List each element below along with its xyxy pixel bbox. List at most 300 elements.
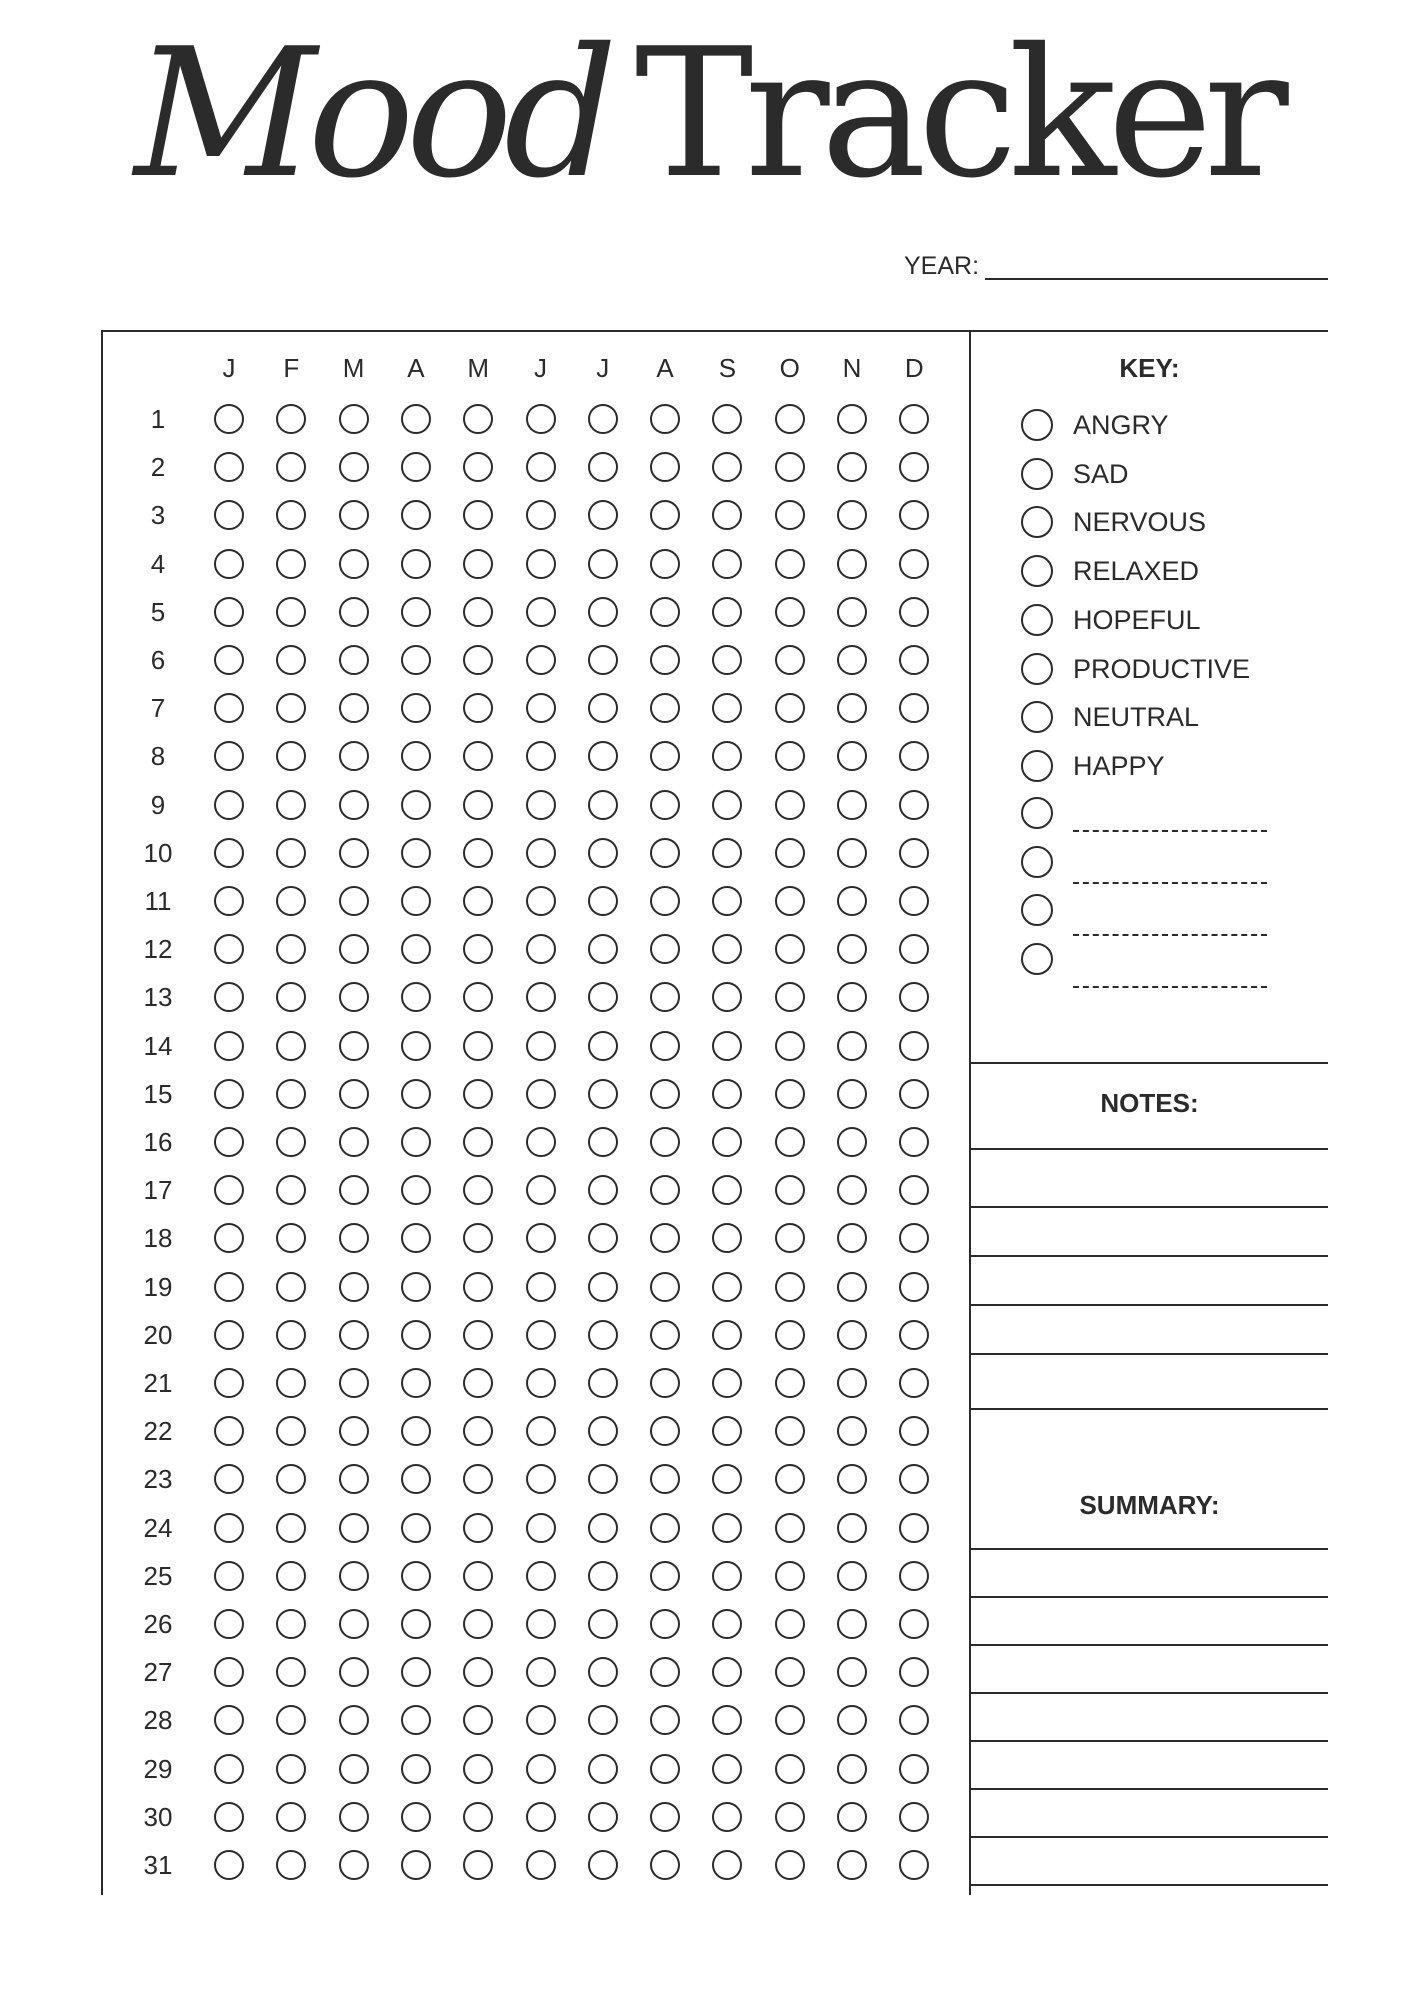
mood-circle[interactable]: [837, 452, 867, 482]
mood-circle[interactable]: [712, 1079, 742, 1109]
mood-circle[interactable]: [276, 741, 306, 771]
mood-circle[interactable]: [899, 1464, 929, 1494]
mood-circle[interactable]: [214, 404, 244, 434]
mood-circle[interactable]: [526, 934, 556, 964]
mood-circle[interactable]: [463, 1368, 493, 1398]
mood-circle[interactable]: [588, 1320, 618, 1350]
mood-circle[interactable]: [401, 1127, 431, 1157]
mood-circle[interactable]: [775, 1031, 805, 1061]
mood-circle[interactable]: [276, 500, 306, 530]
mood-circle[interactable]: [899, 790, 929, 820]
mood-circle[interactable]: [650, 1657, 680, 1687]
key-blank-circle[interactable]: [1021, 797, 1053, 829]
mood-circle[interactable]: [712, 1127, 742, 1157]
mood-circle[interactable]: [401, 645, 431, 675]
mood-circle[interactable]: [650, 452, 680, 482]
mood-circle[interactable]: [339, 886, 369, 916]
mood-circle[interactable]: [276, 1272, 306, 1302]
mood-circle[interactable]: [588, 790, 618, 820]
key-blank-circle[interactable]: [1021, 894, 1053, 926]
key-circle[interactable]: [1021, 701, 1053, 733]
mood-circle[interactable]: [899, 1320, 929, 1350]
mood-circle[interactable]: [339, 1079, 369, 1109]
mood-circle[interactable]: [588, 1272, 618, 1302]
mood-circle[interactable]: [837, 838, 867, 868]
mood-circle[interactable]: [401, 790, 431, 820]
mood-circle[interactable]: [401, 934, 431, 964]
mood-circle[interactable]: [837, 1175, 867, 1205]
mood-circle[interactable]: [463, 1850, 493, 1880]
mood-circle[interactable]: [775, 1079, 805, 1109]
mood-circle[interactable]: [712, 838, 742, 868]
mood-circle[interactable]: [650, 1079, 680, 1109]
mood-circle[interactable]: [837, 597, 867, 627]
mood-circle[interactable]: [899, 1802, 929, 1832]
mood-circle[interactable]: [276, 1609, 306, 1639]
mood-circle[interactable]: [588, 1223, 618, 1253]
mood-circle[interactable]: [214, 1705, 244, 1735]
mood-circle[interactable]: [276, 549, 306, 579]
mood-circle[interactable]: [837, 886, 867, 916]
mood-circle[interactable]: [401, 1031, 431, 1061]
mood-circle[interactable]: [899, 404, 929, 434]
mood-circle[interactable]: [463, 1223, 493, 1253]
mood-circle[interactable]: [712, 597, 742, 627]
mood-circle[interactable]: [339, 549, 369, 579]
mood-circle[interactable]: [463, 1754, 493, 1784]
mood-circle[interactable]: [526, 1561, 556, 1591]
mood-circle[interactable]: [775, 1175, 805, 1205]
mood-circle[interactable]: [775, 934, 805, 964]
mood-circle[interactable]: [526, 693, 556, 723]
notes-line[interactable]: [971, 1408, 1328, 1410]
mood-circle[interactable]: [526, 404, 556, 434]
mood-circle[interactable]: [401, 886, 431, 916]
mood-circle[interactable]: [401, 500, 431, 530]
mood-circle[interactable]: [463, 1513, 493, 1543]
mood-circle[interactable]: [401, 549, 431, 579]
mood-circle[interactable]: [526, 1272, 556, 1302]
mood-circle[interactable]: [650, 1272, 680, 1302]
mood-circle[interactable]: [650, 1609, 680, 1639]
mood-circle[interactable]: [401, 1416, 431, 1446]
mood-circle[interactable]: [214, 1223, 244, 1253]
mood-circle[interactable]: [588, 1368, 618, 1398]
mood-circle[interactable]: [588, 1079, 618, 1109]
mood-circle[interactable]: [276, 1561, 306, 1591]
mood-circle[interactable]: [899, 886, 929, 916]
mood-circle[interactable]: [214, 645, 244, 675]
mood-circle[interactable]: [276, 1416, 306, 1446]
mood-circle[interactable]: [526, 452, 556, 482]
mood-circle[interactable]: [526, 741, 556, 771]
mood-circle[interactable]: [588, 1175, 618, 1205]
mood-circle[interactable]: [650, 693, 680, 723]
mood-circle[interactable]: [899, 1368, 929, 1398]
key-circle[interactable]: [1021, 653, 1053, 685]
mood-circle[interactable]: [712, 934, 742, 964]
mood-circle[interactable]: [775, 1850, 805, 1880]
mood-circle[interactable]: [463, 934, 493, 964]
mood-circle[interactable]: [775, 1705, 805, 1735]
mood-circle[interactable]: [588, 886, 618, 916]
mood-circle[interactable]: [899, 741, 929, 771]
mood-circle[interactable]: [775, 1657, 805, 1687]
mood-circle[interactable]: [650, 1127, 680, 1157]
mood-circle[interactable]: [837, 1223, 867, 1253]
mood-circle[interactable]: [339, 1368, 369, 1398]
notes-line[interactable]: [971, 1304, 1328, 1306]
mood-circle[interactable]: [276, 645, 306, 675]
mood-circle[interactable]: [276, 597, 306, 627]
mood-circle[interactable]: [401, 693, 431, 723]
mood-circle[interactable]: [526, 1850, 556, 1880]
notes-line[interactable]: [971, 1255, 1328, 1257]
mood-circle[interactable]: [339, 1513, 369, 1543]
mood-circle[interactable]: [214, 790, 244, 820]
mood-circle[interactable]: [276, 790, 306, 820]
mood-circle[interactable]: [588, 1464, 618, 1494]
mood-circle[interactable]: [712, 1513, 742, 1543]
mood-circle[interactable]: [276, 1079, 306, 1109]
mood-circle[interactable]: [588, 404, 618, 434]
mood-circle[interactable]: [775, 982, 805, 1012]
mood-circle[interactable]: [526, 838, 556, 868]
mood-circle[interactable]: [837, 693, 867, 723]
mood-circle[interactable]: [401, 1754, 431, 1784]
mood-circle[interactable]: [712, 1850, 742, 1880]
mood-circle[interactable]: [775, 693, 805, 723]
mood-circle[interactable]: [899, 1513, 929, 1543]
mood-circle[interactable]: [775, 549, 805, 579]
mood-circle[interactable]: [837, 500, 867, 530]
mood-circle[interactable]: [276, 404, 306, 434]
mood-circle[interactable]: [650, 645, 680, 675]
mood-circle[interactable]: [214, 1416, 244, 1446]
mood-circle[interactable]: [339, 1657, 369, 1687]
mood-circle[interactable]: [214, 597, 244, 627]
mood-circle[interactable]: [899, 645, 929, 675]
mood-circle[interactable]: [526, 597, 556, 627]
mood-circle[interactable]: [837, 1368, 867, 1398]
mood-circle[interactable]: [588, 741, 618, 771]
mood-circle[interactable]: [712, 1368, 742, 1398]
mood-circle[interactable]: [463, 1272, 493, 1302]
mood-circle[interactable]: [526, 1416, 556, 1446]
summary-line[interactable]: [971, 1644, 1328, 1646]
mood-circle[interactable]: [775, 1127, 805, 1157]
key-circle[interactable]: [1021, 604, 1053, 636]
mood-circle[interactable]: [588, 549, 618, 579]
mood-circle[interactable]: [712, 1754, 742, 1784]
summary-line[interactable]: [971, 1692, 1328, 1694]
mood-circle[interactable]: [463, 982, 493, 1012]
mood-circle[interactable]: [214, 741, 244, 771]
mood-circle[interactable]: [899, 1127, 929, 1157]
mood-circle[interactable]: [775, 1320, 805, 1350]
mood-circle[interactable]: [214, 1368, 244, 1398]
mood-circle[interactable]: [214, 1802, 244, 1832]
mood-circle[interactable]: [899, 549, 929, 579]
key-circle[interactable]: [1021, 458, 1053, 490]
key-blank-line[interactable]: [1073, 830, 1267, 832]
mood-circle[interactable]: [339, 934, 369, 964]
summary-line[interactable]: [971, 1596, 1328, 1598]
mood-circle[interactable]: [712, 693, 742, 723]
summary-line[interactable]: [971, 1836, 1328, 1838]
mood-circle[interactable]: [339, 1320, 369, 1350]
mood-circle[interactable]: [712, 1802, 742, 1832]
mood-circle[interactable]: [775, 1223, 805, 1253]
mood-circle[interactable]: [463, 1464, 493, 1494]
mood-circle[interactable]: [214, 500, 244, 530]
mood-circle[interactable]: [650, 500, 680, 530]
mood-circle[interactable]: [463, 1079, 493, 1109]
mood-circle[interactable]: [339, 452, 369, 482]
mood-circle[interactable]: [276, 1513, 306, 1543]
mood-circle[interactable]: [463, 1416, 493, 1446]
summary-line[interactable]: [971, 1788, 1328, 1790]
mood-circle[interactable]: [588, 645, 618, 675]
mood-circle[interactable]: [463, 1320, 493, 1350]
mood-circle[interactable]: [276, 1368, 306, 1398]
mood-circle[interactable]: [837, 741, 867, 771]
mood-circle[interactable]: [339, 1705, 369, 1735]
mood-circle[interactable]: [339, 1272, 369, 1302]
mood-circle[interactable]: [276, 1175, 306, 1205]
mood-circle[interactable]: [339, 1175, 369, 1205]
mood-circle[interactable]: [775, 645, 805, 675]
mood-circle[interactable]: [775, 741, 805, 771]
mood-circle[interactable]: [463, 404, 493, 434]
mood-circle[interactable]: [214, 1561, 244, 1591]
mood-circle[interactable]: [214, 549, 244, 579]
mood-circle[interactable]: [899, 1561, 929, 1591]
mood-circle[interactable]: [214, 1609, 244, 1639]
mood-circle[interactable]: [339, 1127, 369, 1157]
mood-circle[interactable]: [650, 597, 680, 627]
mood-circle[interactable]: [775, 1368, 805, 1398]
mood-circle[interactable]: [588, 1561, 618, 1591]
mood-circle[interactable]: [339, 1850, 369, 1880]
mood-circle[interactable]: [712, 1416, 742, 1446]
mood-circle[interactable]: [837, 404, 867, 434]
mood-circle[interactable]: [463, 1175, 493, 1205]
mood-circle[interactable]: [712, 1464, 742, 1494]
mood-circle[interactable]: [339, 645, 369, 675]
mood-circle[interactable]: [339, 1464, 369, 1494]
mood-circle[interactable]: [526, 1754, 556, 1784]
mood-circle[interactable]: [650, 1464, 680, 1494]
mood-circle[interactable]: [463, 838, 493, 868]
key-blank-line[interactable]: [1073, 986, 1267, 988]
mood-circle[interactable]: [899, 982, 929, 1012]
mood-circle[interactable]: [526, 1079, 556, 1109]
notes-line[interactable]: [971, 1353, 1328, 1355]
mood-circle[interactable]: [401, 1561, 431, 1591]
mood-circle[interactable]: [214, 1175, 244, 1205]
mood-circle[interactable]: [775, 1609, 805, 1639]
mood-circle[interactable]: [837, 549, 867, 579]
mood-circle[interactable]: [837, 934, 867, 964]
mood-circle[interactable]: [463, 790, 493, 820]
mood-circle[interactable]: [712, 1223, 742, 1253]
mood-circle[interactable]: [401, 1802, 431, 1832]
mood-circle[interactable]: [339, 1561, 369, 1591]
mood-circle[interactable]: [837, 645, 867, 675]
mood-circle[interactable]: [899, 1754, 929, 1784]
mood-circle[interactable]: [837, 1754, 867, 1784]
mood-circle[interactable]: [526, 1609, 556, 1639]
mood-circle[interactable]: [837, 1513, 867, 1543]
mood-circle[interactable]: [463, 1609, 493, 1639]
mood-circle[interactable]: [214, 1320, 244, 1350]
mood-circle[interactable]: [526, 549, 556, 579]
mood-circle[interactable]: [526, 1368, 556, 1398]
mood-circle[interactable]: [712, 404, 742, 434]
mood-circle[interactable]: [712, 500, 742, 530]
key-blank-line[interactable]: [1073, 882, 1267, 884]
mood-circle[interactable]: [712, 1561, 742, 1591]
mood-circle[interactable]: [401, 1657, 431, 1687]
mood-circle[interactable]: [463, 549, 493, 579]
mood-circle[interactable]: [401, 1368, 431, 1398]
mood-circle[interactable]: [401, 1223, 431, 1253]
mood-circle[interactable]: [463, 741, 493, 771]
mood-circle[interactable]: [837, 790, 867, 820]
mood-circle[interactable]: [463, 1127, 493, 1157]
mood-circle[interactable]: [214, 1031, 244, 1061]
mood-circle[interactable]: [775, 1464, 805, 1494]
mood-circle[interactable]: [463, 886, 493, 916]
key-blank-line[interactable]: [1073, 934, 1267, 936]
mood-circle[interactable]: [712, 741, 742, 771]
mood-circle[interactable]: [775, 452, 805, 482]
mood-circle[interactable]: [899, 693, 929, 723]
mood-circle[interactable]: [899, 934, 929, 964]
mood-circle[interactable]: [401, 1705, 431, 1735]
key-circle[interactable]: [1021, 750, 1053, 782]
mood-circle[interactable]: [712, 886, 742, 916]
mood-circle[interactable]: [650, 1368, 680, 1398]
mood-circle[interactable]: [526, 1320, 556, 1350]
mood-circle[interactable]: [401, 404, 431, 434]
mood-circle[interactable]: [339, 500, 369, 530]
mood-circle[interactable]: [401, 1609, 431, 1639]
mood-circle[interactable]: [401, 741, 431, 771]
mood-circle[interactable]: [837, 1272, 867, 1302]
mood-circle[interactable]: [899, 597, 929, 627]
mood-circle[interactable]: [899, 452, 929, 482]
mood-circle[interactable]: [214, 1850, 244, 1880]
mood-circle[interactable]: [526, 1175, 556, 1205]
mood-circle[interactable]: [588, 1031, 618, 1061]
mood-circle[interactable]: [837, 1079, 867, 1109]
mood-circle[interactable]: [712, 549, 742, 579]
mood-circle[interactable]: [899, 1850, 929, 1880]
mood-circle[interactable]: [588, 1657, 618, 1687]
summary-line[interactable]: [971, 1548, 1328, 1550]
mood-circle[interactable]: [339, 1754, 369, 1784]
key-blank-circle[interactable]: [1021, 846, 1053, 878]
mood-circle[interactable]: [276, 1223, 306, 1253]
mood-circle[interactable]: [837, 1561, 867, 1591]
mood-circle[interactable]: [775, 1802, 805, 1832]
mood-circle[interactable]: [712, 1657, 742, 1687]
mood-circle[interactable]: [899, 1609, 929, 1639]
mood-circle[interactable]: [276, 1031, 306, 1061]
mood-circle[interactable]: [339, 597, 369, 627]
mood-circle[interactable]: [650, 549, 680, 579]
year-input-line[interactable]: [985, 278, 1328, 280]
mood-circle[interactable]: [276, 982, 306, 1012]
mood-circle[interactable]: [650, 1320, 680, 1350]
mood-circle[interactable]: [712, 452, 742, 482]
mood-circle[interactable]: [339, 1223, 369, 1253]
mood-circle[interactable]: [276, 886, 306, 916]
mood-circle[interactable]: [650, 404, 680, 434]
mood-circle[interactable]: [650, 1705, 680, 1735]
notes-line[interactable]: [971, 1148, 1328, 1150]
mood-circle[interactable]: [650, 982, 680, 1012]
mood-circle[interactable]: [526, 886, 556, 916]
mood-circle[interactable]: [276, 693, 306, 723]
mood-circle[interactable]: [526, 1127, 556, 1157]
mood-circle[interactable]: [650, 1802, 680, 1832]
mood-circle[interactable]: [899, 838, 929, 868]
mood-circle[interactable]: [588, 1705, 618, 1735]
mood-circle[interactable]: [276, 838, 306, 868]
mood-circle[interactable]: [775, 1561, 805, 1591]
mood-circle[interactable]: [775, 1416, 805, 1446]
mood-circle[interactable]: [650, 1850, 680, 1880]
mood-circle[interactable]: [588, 1513, 618, 1543]
mood-circle[interactable]: [837, 1464, 867, 1494]
mood-circle[interactable]: [650, 1031, 680, 1061]
mood-circle[interactable]: [899, 500, 929, 530]
mood-circle[interactable]: [463, 452, 493, 482]
mood-circle[interactable]: [526, 1223, 556, 1253]
mood-circle[interactable]: [899, 1175, 929, 1205]
mood-circle[interactable]: [650, 1175, 680, 1205]
notes-line[interactable]: [971, 1206, 1328, 1208]
mood-circle[interactable]: [401, 1320, 431, 1350]
mood-circle[interactable]: [401, 1175, 431, 1205]
mood-circle[interactable]: [276, 1657, 306, 1687]
mood-circle[interactable]: [712, 645, 742, 675]
mood-circle[interactable]: [463, 693, 493, 723]
mood-circle[interactable]: [712, 1272, 742, 1302]
mood-circle[interactable]: [214, 1127, 244, 1157]
mood-circle[interactable]: [837, 1705, 867, 1735]
mood-circle[interactable]: [463, 1561, 493, 1591]
mood-circle[interactable]: [463, 1802, 493, 1832]
mood-circle[interactable]: [837, 1031, 867, 1061]
mood-circle[interactable]: [650, 838, 680, 868]
mood-circle[interactable]: [588, 1127, 618, 1157]
mood-circle[interactable]: [276, 1320, 306, 1350]
mood-circle[interactable]: [650, 790, 680, 820]
mood-circle[interactable]: [276, 1464, 306, 1494]
mood-circle[interactable]: [526, 1513, 556, 1543]
mood-circle[interactable]: [214, 934, 244, 964]
mood-circle[interactable]: [775, 838, 805, 868]
mood-circle[interactable]: [526, 790, 556, 820]
mood-circle[interactable]: [837, 1320, 867, 1350]
mood-circle[interactable]: [214, 1754, 244, 1784]
mood-circle[interactable]: [276, 1754, 306, 1784]
mood-circle[interactable]: [837, 1657, 867, 1687]
